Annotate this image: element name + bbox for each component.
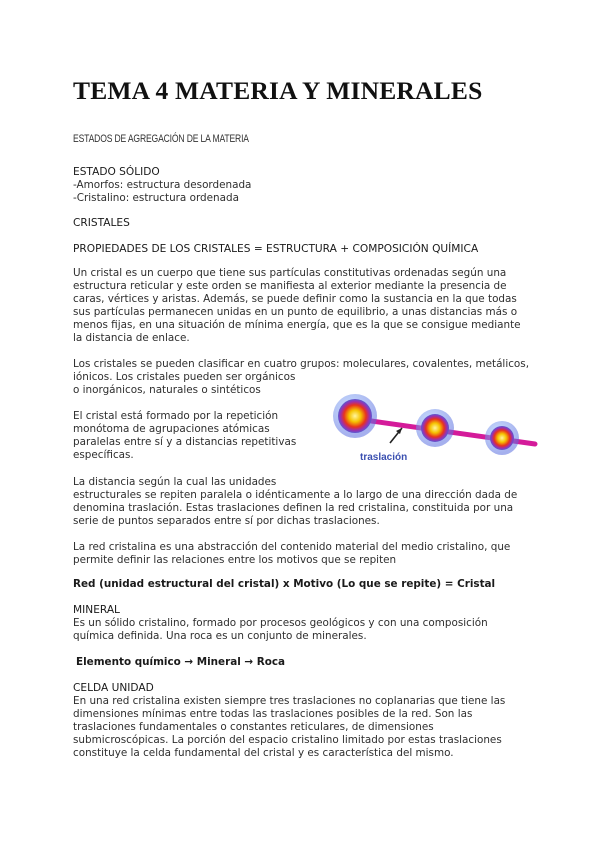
text-line: denomina traslación. Estas traslaciones definen la red cristalina, constituida por una — [73, 502, 514, 514]
text-line: Los cristales se pueden clasificar en cuatro grupos: moleculares, covalentes, metálicos, — [73, 358, 529, 370]
paragraph-traslacion — [73, 476, 517, 528]
text-line: química definida. Una roca es un conjunto de minerales. — [73, 630, 367, 642]
text-line: paralelas entre sí y a distancias repetitivas — [73, 436, 297, 448]
paragraph-red-cristalina — [73, 541, 510, 567]
text-line: estructurales se repiten paralela o idénticamente a lo largo de una dirección dada de — [73, 489, 518, 501]
text-line: En una red cristalina existen siempre tres traslaciones no coplanarias que tiene las — [73, 695, 506, 707]
formula-text: Red (unidad estructural del cristal) x Motivo (Lo que se repite) = Cristal — [73, 578, 496, 590]
mineral-paragraph — [73, 617, 488, 643]
text-line: constituye la celda fundamental del cristal y es característica del mismo. — [73, 747, 454, 759]
atom-icon — [485, 421, 519, 455]
text-line: iónicos. Los cristales pueden ser orgánicos — [73, 371, 296, 383]
text-line: Un cristal es un cuerpo que tiene sus partículas constitutivas ordenadas según una — [73, 267, 507, 279]
text-line: La red cristalina es una abstracción del contenido material del medio cristalino, que — [73, 541, 511, 553]
section-subtitle: ESTADOS DE AGREGACIÓN DE LA MATERIA — [73, 133, 249, 145]
paragraph-repeticion — [73, 410, 296, 462]
atom-icon — [416, 409, 454, 447]
list-item: -Amorfos: estructura desordenada — [73, 179, 252, 191]
text-line: El cristal está formado por la repetición — [73, 410, 279, 422]
atom-icon — [333, 394, 377, 438]
figure-label: traslación — [360, 452, 408, 463]
text-line: estructura reticular y este orden se manifiesta al exterior mediante la presencia de — [73, 280, 507, 292]
mineral-heading: MINERAL — [73, 604, 120, 616]
cristales-heading: CRISTALES — [73, 217, 130, 229]
text-line: permite definir las relaciones entre los motivos que se repiten — [73, 554, 397, 566]
celda-paragraph — [73, 695, 505, 760]
chain-text: Elemento químico → Mineral → Roca — [76, 656, 286, 668]
text-line: monótoma de agrupaciones atómicas — [73, 423, 270, 435]
text-line: específicas. — [73, 449, 134, 461]
text-line: menos fijas, en una situación de mínima energía, que es la que se consigue mediante — [73, 319, 521, 331]
text-line: traslaciones fundamentales o constantes reticulares, de dimensiones — [73, 721, 434, 733]
paragraph-definicion — [73, 267, 521, 345]
page-title: TEMA 4 MATERIA Y MINERALES — [73, 76, 483, 105]
estado-solido-heading: ESTADO SÓLIDO — [73, 166, 160, 178]
list-item: -Cristalino: estructura ordenada — [73, 192, 239, 204]
traslacion-figure — [330, 388, 570, 468]
text-line: serie de puntos separados entre sí por dichas traslaciones. — [73, 515, 380, 527]
text-line: Es un sólido cristalino, formado por procesos geológicos y con una composición — [73, 617, 488, 629]
celda-heading: CELDA UNIDAD — [73, 682, 154, 694]
text-line: La distancia según la cual las unidades — [73, 476, 277, 488]
text-line: sus partículas permanecen unidas en un punto de equilibrio, a unas distancias más o — [73, 306, 518, 318]
text-line: caras, vértices y aristas. Además, se puede definir como la sustancia en la que todas — [73, 293, 517, 305]
text-line: la distancia de enlace. — [73, 332, 190, 344]
propiedades-heading: PROPIEDADES DE LOS CRISTALES = ESTRUCTURA + COMPOSICIÓN QUÍMICA — [73, 243, 479, 255]
estado-solido-list — [73, 179, 251, 205]
text-line: o inorgánicos, naturales o sintéticos — [73, 384, 261, 396]
text-line: submicroscópicas. La porción del espacio cristalino limitado por estas traslaciones — [73, 734, 502, 746]
text-line: dimensiones mínimas entre todas las traslaciones posibles de la red. Son las — [73, 708, 473, 720]
